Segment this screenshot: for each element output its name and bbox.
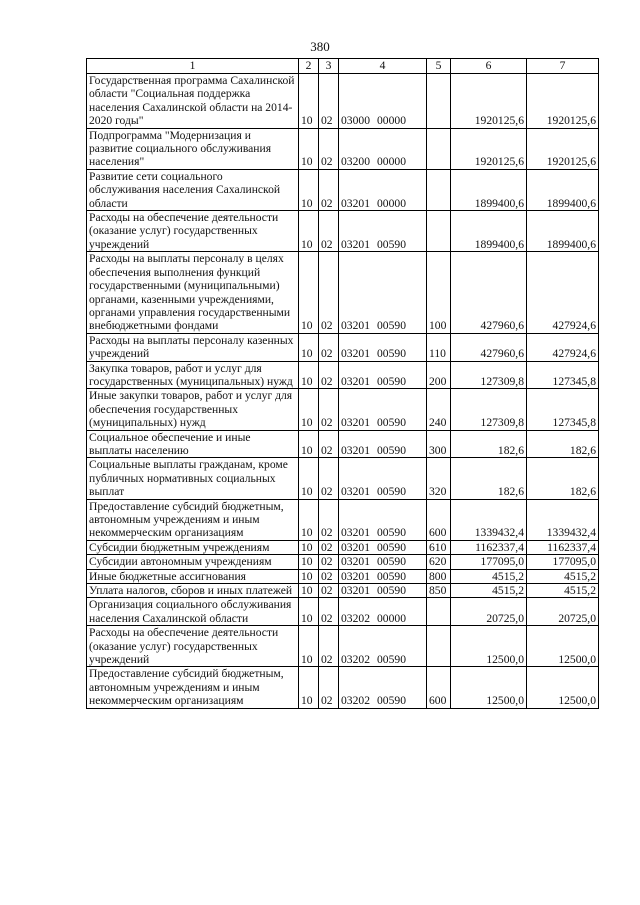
row-section-code: 10 [299, 626, 319, 667]
row-amount-col6: 127309,8 [451, 389, 527, 430]
target-article-direction-part: 00590 [377, 319, 406, 333]
header-row [87, 59, 599, 74]
row-expense-type-code [427, 169, 451, 210]
row-name: Субсидии автономным учреждениям [87, 555, 299, 569]
row-amount-col6: 177095,0 [451, 555, 527, 569]
row-amount-col7: 12500,0 [527, 626, 599, 667]
row-subsection-code: 02 [319, 333, 339, 361]
row-expense-type-code: 850 [427, 584, 451, 598]
row-subsection-code: 02 [319, 128, 339, 169]
row-name: Социальные выплаты гражданам, кроме публичных нормативных социальных выплат [87, 458, 299, 499]
column-header: 4 [339, 59, 427, 74]
row-expense-type-code [427, 626, 451, 667]
target-article-program-part: 03201 [341, 374, 370, 388]
row-amount-col7: 127345,8 [527, 361, 599, 389]
row-section-code: 10 [299, 252, 319, 333]
row-target-article-code [339, 430, 427, 458]
target-article-direction-part: 00590 [377, 526, 406, 540]
row-subsection-code: 02 [319, 499, 339, 540]
row-section-code: 10 [299, 458, 319, 499]
row-amount-col6: 4515,2 [451, 569, 527, 583]
table-row [87, 584, 599, 598]
table-row [87, 458, 599, 499]
target-article-program-part: 03201 [341, 347, 370, 361]
budget-table [86, 58, 599, 709]
row-amount-col6: 427960,6 [451, 333, 527, 361]
row-target-article-code [339, 555, 427, 569]
row-subsection-code: 02 [319, 74, 339, 129]
target-article-direction-part: 00590 [377, 569, 406, 583]
row-target-article-code [339, 361, 427, 389]
target-article-program-part: 03201 [341, 584, 370, 598]
row-expense-type-code: 620 [427, 555, 451, 569]
row-amount-col6: 427960,6 [451, 252, 527, 333]
row-name: Государственная программа Сахалинской области "Социальная поддержка населения Сахалинской области на 2014-2020 годы" [87, 74, 299, 129]
table-row [87, 626, 599, 667]
target-article-program-part: 03201 [341, 555, 370, 569]
column-header: 6 [451, 59, 527, 74]
target-article-program-part: 03202 [341, 694, 370, 708]
row-section-code: 10 [299, 361, 319, 389]
row-amount-col6: 182,6 [451, 430, 527, 458]
table-row [87, 430, 599, 458]
target-article-direction-part: 00000 [377, 196, 406, 210]
table-row [87, 211, 599, 252]
row-subsection-code: 02 [319, 169, 339, 210]
row-amount-col7: 1339432,4 [527, 499, 599, 540]
row-subsection-code: 02 [319, 361, 339, 389]
row-subsection-code: 02 [319, 667, 339, 708]
row-name: Предоставление субсидий бюджетным, автономным учреждениям и иным некоммерческим организациям [87, 667, 299, 708]
row-amount-col7: 1162337,4 [527, 540, 599, 554]
table-row [87, 333, 599, 361]
column-header: 5 [427, 59, 451, 74]
row-amount-col6: 1920125,6 [451, 74, 527, 129]
row-amount-col6: 1162337,4 [451, 540, 527, 554]
row-amount-col6: 4515,2 [451, 584, 527, 598]
row-section-code: 10 [299, 389, 319, 430]
row-name: Предоставление субсидий бюджетным, автономным учреждениям и иным некоммерческим организациям [87, 499, 299, 540]
row-section-code: 10 [299, 540, 319, 554]
row-expense-type-code: 600 [427, 499, 451, 540]
row-amount-col6: 1339432,4 [451, 499, 527, 540]
row-name: Расходы на обеспечение деятельности (оказание услуг) государственных учреждений [87, 211, 299, 252]
row-expense-type-code: 320 [427, 458, 451, 499]
target-article-direction-part: 00590 [377, 653, 406, 667]
row-target-article-code [339, 584, 427, 598]
row-section-code: 10 [299, 598, 319, 626]
target-article-program-part: 03201 [341, 540, 370, 554]
row-expense-type-code [427, 128, 451, 169]
row-amount-col6: 20725,0 [451, 598, 527, 626]
row-amount-col7: 1899400,6 [527, 169, 599, 210]
table-row [87, 598, 599, 626]
row-subsection-code: 02 [319, 389, 339, 430]
target-article-program-part: 03201 [341, 485, 370, 499]
row-name: Расходы на выплаты персоналу казенных учреждений [87, 333, 299, 361]
table-row [87, 499, 599, 540]
table-row [87, 569, 599, 583]
row-section-code: 10 [299, 667, 319, 708]
row-section-code: 10 [299, 74, 319, 129]
row-subsection-code: 02 [319, 584, 339, 598]
row-expense-type-code: 100 [427, 252, 451, 333]
row-section-code: 10 [299, 584, 319, 598]
row-amount-col7: 427924,6 [527, 252, 599, 333]
table-row [87, 389, 599, 430]
row-target-article-code [339, 333, 427, 361]
row-amount-col7: 177095,0 [527, 555, 599, 569]
row-section-code: 10 [299, 569, 319, 583]
row-amount-col6: 182,6 [451, 458, 527, 499]
row-target-article-code [339, 499, 427, 540]
target-article-program-part: 03201 [341, 526, 370, 540]
row-amount-col7: 1920125,6 [527, 128, 599, 169]
row-expense-type-code [427, 74, 451, 129]
row-name: Расходы на выплаты персоналу в целях обеспечения выполнения функций государственными (муниципальными) органами, казенными учреждениями, органами управления государственными внебюджетными фондами [87, 252, 299, 333]
column-header: 1 [87, 59, 299, 74]
row-name: Закупка товаров, работ и услуг для государственных (муниципальных) нужд [87, 361, 299, 389]
target-article-program-part: 03200 [341, 155, 370, 169]
row-subsection-code: 02 [319, 458, 339, 499]
row-amount-col7: 4515,2 [527, 584, 599, 598]
row-amount-col7: 182,6 [527, 458, 599, 499]
row-amount-col6: 1920125,6 [451, 128, 527, 169]
row-expense-type-code: 110 [427, 333, 451, 361]
row-target-article-code [339, 252, 427, 333]
target-article-direction-part: 00590 [377, 416, 406, 430]
row-target-article-code [339, 389, 427, 430]
target-article-direction-part: 00590 [377, 540, 406, 554]
row-amount-col6: 12500,0 [451, 626, 527, 667]
target-article-direction-part: 00590 [377, 584, 406, 598]
target-article-direction-part: 00590 [377, 485, 406, 499]
row-section-code: 10 [299, 211, 319, 252]
row-amount-col7: 127345,8 [527, 389, 599, 430]
table-row [87, 555, 599, 569]
target-article-program-part: 03202 [341, 611, 370, 625]
target-article-program-part: 03201 [341, 319, 370, 333]
target-article-direction-part: 00590 [377, 374, 406, 388]
row-name: Иные бюджетные ассигнования [87, 569, 299, 583]
target-article-direction-part: 00590 [377, 555, 406, 569]
target-article-program-part: 03202 [341, 653, 370, 667]
target-article-direction-part: 00000 [377, 155, 406, 169]
column-header: 3 [319, 59, 339, 74]
row-amount-col6: 12500,0 [451, 667, 527, 708]
row-target-article-code [339, 569, 427, 583]
row-target-article-code [339, 540, 427, 554]
table-row [87, 74, 599, 129]
target-article-direction-part: 00590 [377, 347, 406, 361]
row-amount-col7: 1920125,6 [527, 74, 599, 129]
table-row [87, 128, 599, 169]
row-section-code: 10 [299, 499, 319, 540]
row-section-code: 10 [299, 128, 319, 169]
row-name: Уплата налогов, сборов и иных платежей [87, 584, 299, 598]
row-amount-col6: 1899400,6 [451, 211, 527, 252]
table-row [87, 540, 599, 554]
table-row [87, 667, 599, 708]
row-expense-type-code: 240 [427, 389, 451, 430]
row-subsection-code: 02 [319, 252, 339, 333]
row-amount-col7: 182,6 [527, 430, 599, 458]
table-row [87, 252, 599, 333]
row-name: Субсидии бюджетным учреждениям [87, 540, 299, 554]
row-subsection-code: 02 [319, 598, 339, 626]
row-target-article-code [339, 169, 427, 210]
row-target-article-code [339, 211, 427, 252]
row-subsection-code: 02 [319, 569, 339, 583]
target-article-program-part: 03201 [341, 196, 370, 210]
row-target-article-code [339, 598, 427, 626]
row-name: Развитие сети социального обслуживания населения Сахалинской области [87, 169, 299, 210]
row-expense-type-code [427, 211, 451, 252]
row-expense-type-code: 600 [427, 667, 451, 708]
table-row [87, 169, 599, 210]
target-article-direction-part: 00000 [377, 114, 406, 128]
row-amount-col7: 12500,0 [527, 667, 599, 708]
row-section-code: 10 [299, 430, 319, 458]
row-subsection-code: 02 [319, 540, 339, 554]
target-article-direction-part: 00590 [377, 237, 406, 251]
row-amount-col7: 427924,6 [527, 333, 599, 361]
target-article-program-part: 03201 [341, 237, 370, 251]
row-section-code: 10 [299, 555, 319, 569]
target-article-program-part: 03201 [341, 443, 370, 457]
row-expense-type-code: 800 [427, 569, 451, 583]
row-amount-col7: 20725,0 [527, 598, 599, 626]
row-amount-col7: 1899400,6 [527, 211, 599, 252]
row-amount-col6: 1899400,6 [451, 169, 527, 210]
target-article-program-part: 03201 [341, 569, 370, 583]
row-amount-col6: 127309,8 [451, 361, 527, 389]
target-article-program-part: 03201 [341, 416, 370, 430]
row-target-article-code [339, 626, 427, 667]
column-header: 7 [527, 59, 599, 74]
table-row [87, 361, 599, 389]
row-subsection-code: 02 [319, 430, 339, 458]
column-header: 2 [299, 59, 319, 74]
row-name: Расходы на обеспечение деятельности (оказание услуг) государственных учреждений [87, 626, 299, 667]
row-name: Подпрограмма "Модернизация и развитие социального обслуживания населения" [87, 128, 299, 169]
row-expense-type-code: 200 [427, 361, 451, 389]
row-subsection-code: 02 [319, 555, 339, 569]
row-name: Организация социального обслуживания населения Сахалинской области [87, 598, 299, 626]
row-target-article-code [339, 667, 427, 708]
page-number: 380 [310, 39, 330, 54]
row-target-article-code [339, 74, 427, 129]
row-amount-col7: 4515,2 [527, 569, 599, 583]
row-expense-type-code: 300 [427, 430, 451, 458]
row-target-article-code [339, 128, 427, 169]
target-article-direction-part: 00590 [377, 694, 406, 708]
row-name: Иные закупки товаров, работ и услуг для обеспечения государственных (муниципальных) нужд [87, 389, 299, 430]
row-section-code: 10 [299, 333, 319, 361]
target-article-program-part: 03000 [341, 114, 370, 128]
row-subsection-code: 02 [319, 211, 339, 252]
row-expense-type-code: 610 [427, 540, 451, 554]
row-section-code: 10 [299, 169, 319, 210]
row-target-article-code [339, 458, 427, 499]
row-subsection-code: 02 [319, 626, 339, 667]
target-article-direction-part: 00000 [377, 611, 406, 625]
row-expense-type-code [427, 598, 451, 626]
row-name: Социальное обеспечение и иные выплаты населению [87, 430, 299, 458]
target-article-direction-part: 00590 [377, 443, 406, 457]
